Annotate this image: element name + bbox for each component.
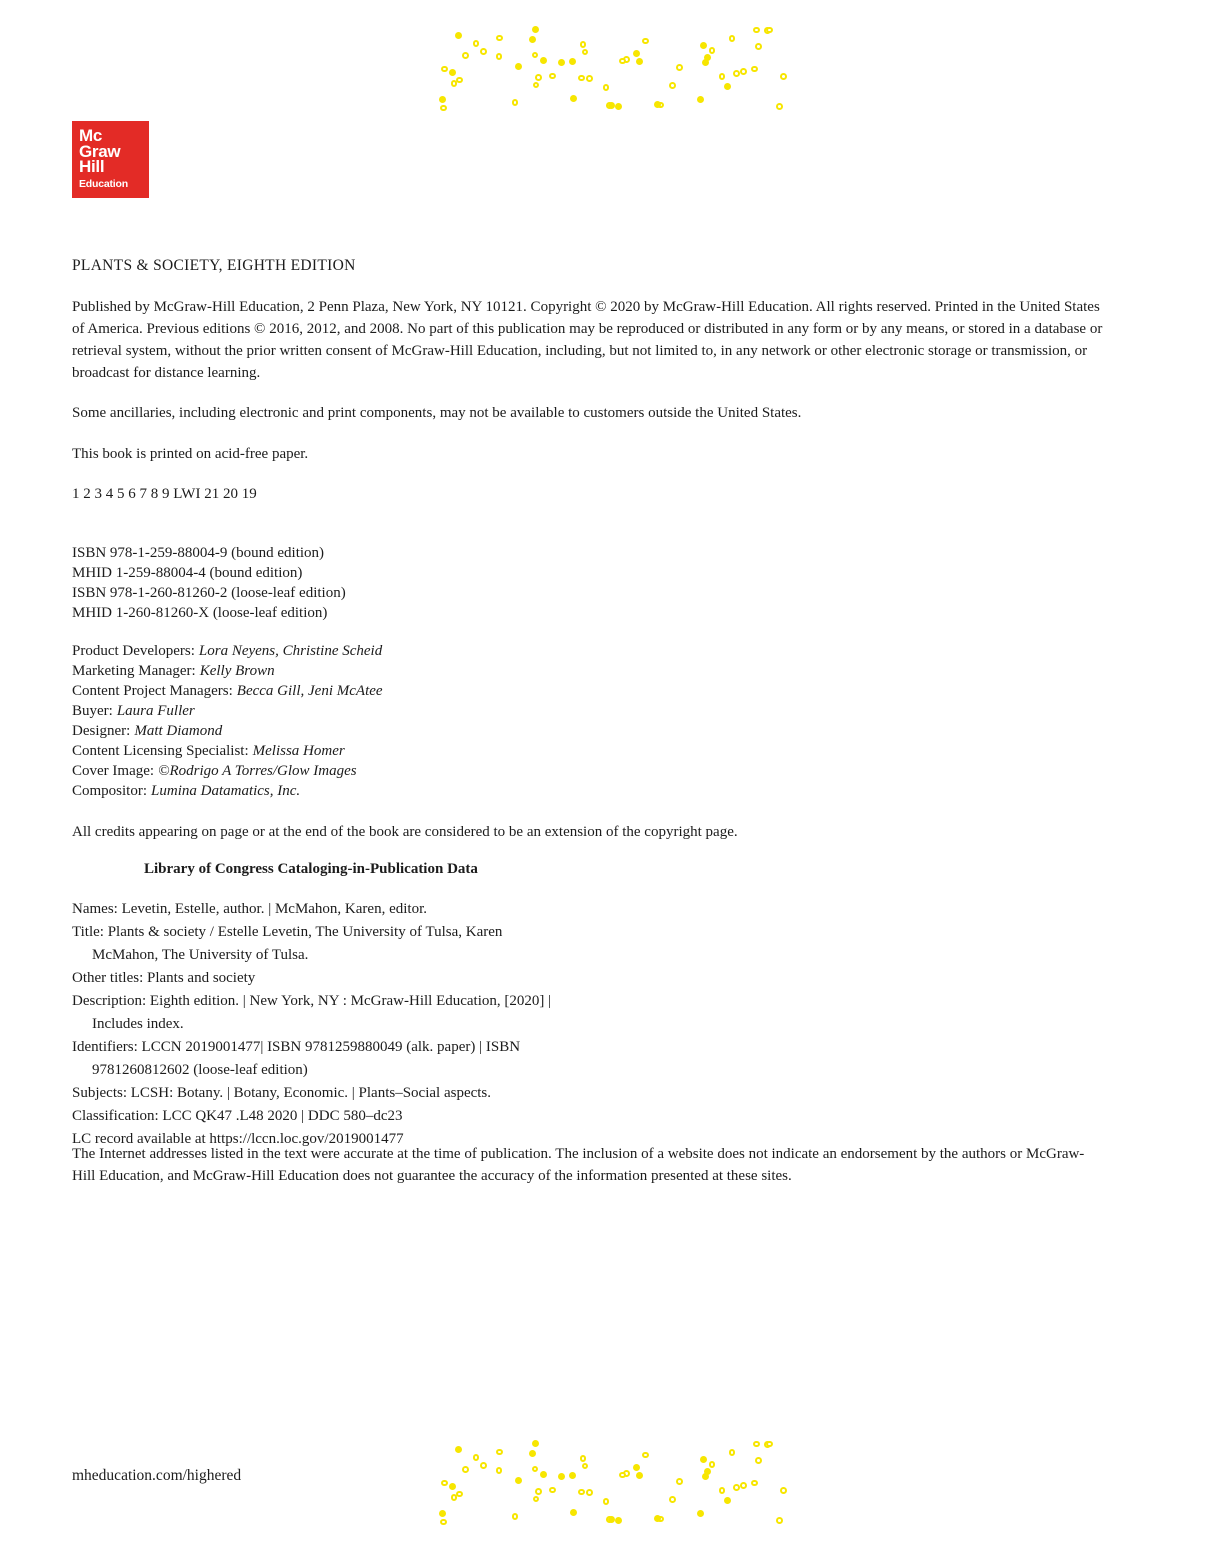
- confetti-dot: [455, 1446, 462, 1453]
- loc-line: McMahon, The University of Tulsa.: [92, 947, 309, 963]
- logo-text-mc: Mc: [79, 126, 103, 145]
- confetti-dot: [578, 1489, 585, 1496]
- logo-text-education: Education: [79, 177, 128, 190]
- confetti-dot: [455, 32, 462, 39]
- confetti-dot: [709, 47, 716, 54]
- confetti-dot: [755, 1457, 762, 1464]
- loc-line: Names: Levetin, Estelle, author. | McMahon, Karen, editor.: [72, 901, 427, 917]
- credit-value: Matt Diamond: [134, 723, 223, 739]
- confetti-dot: [766, 27, 773, 34]
- confetti-dot: [441, 66, 448, 73]
- isbn-line: ISBN 978-1-260-81260-2 (loose-leaf edition): [72, 585, 346, 601]
- confetti-dot: [704, 1468, 711, 1475]
- loc-line: Includes index.: [92, 1016, 184, 1032]
- credit-value: Laura Fuller: [116, 703, 195, 719]
- confetti-dot: [535, 1488, 542, 1495]
- credit-value: ©Rodrigo A Torres/Glow Images: [158, 763, 357, 779]
- confetti-dot: [780, 1487, 787, 1494]
- confetti-dot: [755, 43, 762, 50]
- confetti-dot: [709, 1461, 716, 1468]
- confetti-dot: [451, 80, 458, 87]
- credit-row: [72, 681, 383, 701]
- loc-line: Classification: LCC QK47 .L48 2020 | DDC 580–dc23: [72, 1108, 403, 1124]
- confetti-dot: [740, 1482, 747, 1489]
- confetti-dot: [719, 1487, 726, 1494]
- confetti-dot: [496, 1467, 503, 1474]
- mcgraw-hill-logo: [72, 121, 149, 198]
- confetti-dot: [496, 1449, 503, 1456]
- copyright-paragraph: Published by McGraw-Hill Education, 2 Penn Plaza, New York, NY 10121. Copyright © 2020 by McGraw-Hill Education. All rights reserved. Printed in the United States of America. Previous editions © 2016, 2012, and 2008. No part of this publication may be reproduced or distributed in any form or by any means, or stored in a database or retrieval system, without the prior written consent of McGraw-Hill Education, including, but not limited to, in any network or other electronic storage or transmission, or broadcast for distance learning.: [72, 299, 1103, 381]
- confetti-dot: [654, 1515, 661, 1522]
- confetti-dot: [780, 73, 787, 80]
- confetti-dot: [578, 75, 585, 82]
- footer-url: mheducation.com/highered: [72, 1467, 242, 1484]
- confetti-dot: [776, 1517, 783, 1524]
- confetti-dot: [462, 52, 469, 59]
- credit-label: Cover Image:: [72, 763, 155, 779]
- confetti-dot: [558, 1473, 565, 1480]
- loc-line: Description: Eighth edition. | New York, NY : McGraw-Hill Education, [2020] |: [72, 993, 552, 1009]
- confetti-dot: [729, 35, 736, 42]
- confetti-dot: [733, 70, 740, 77]
- credit-label: Product Developers:: [72, 643, 195, 659]
- credit-value: Lumina Datamatics, Inc.: [151, 783, 301, 799]
- confetti-dot: [529, 36, 536, 43]
- confetti-dot: [719, 73, 726, 80]
- confetti-dot: [753, 27, 760, 34]
- confetti-dot: [669, 1496, 676, 1503]
- confetti-dot: [619, 1472, 626, 1479]
- credit-label: Buyer:: [72, 703, 113, 719]
- credit-row: [72, 701, 383, 721]
- credit-value: Lora Neyens, Christine Scheid: [198, 643, 383, 659]
- credit-label: Content Project Managers:: [72, 683, 233, 699]
- confetti-dot: [729, 1449, 736, 1456]
- confetti-dot: [569, 1472, 576, 1479]
- confetti-dot: [512, 1513, 519, 1520]
- confetti-dot: [724, 1497, 731, 1504]
- confetti-dot: [529, 1450, 536, 1457]
- confetti-dot: [439, 1510, 446, 1517]
- confetti-dot: [740, 68, 747, 75]
- confetti-dot: [549, 1487, 556, 1494]
- confetti-dot: [473, 1454, 480, 1461]
- confetti-dot: [636, 1472, 643, 1479]
- credit-row: [72, 741, 383, 761]
- confetti-dot: [540, 57, 547, 64]
- credit-value: Melissa Homer: [252, 743, 345, 759]
- confetti-dot: [580, 41, 587, 48]
- confetti-dot: [449, 1483, 456, 1490]
- loc-line: Identifiers: LCCN 2019001477| ISBN 9781259880049 (alk. paper) | ISBN: [72, 1039, 521, 1055]
- confetti-dot: [676, 1478, 683, 1485]
- confetti-dot: [569, 58, 576, 65]
- confetti-dot: [462, 1466, 469, 1473]
- confetti-dot: [515, 63, 522, 70]
- confetti-dot: [582, 49, 589, 56]
- confetti-dot: [480, 48, 487, 55]
- confetti-dot: [532, 1440, 539, 1447]
- confetti-dot: [439, 96, 446, 103]
- credit-label: Designer:: [72, 723, 131, 739]
- confetti-dot: [558, 59, 565, 66]
- confetti-dot: [451, 1494, 458, 1501]
- confetti-dot: [449, 69, 456, 76]
- loc-line: Subjects: LCSH: Botany. | Botany, Economic. | Plants–Social aspects.: [72, 1085, 492, 1101]
- confetti-dot: [582, 1463, 589, 1470]
- loc-line: Other titles: Plants and society: [72, 970, 256, 986]
- confetti-dot: [700, 42, 707, 49]
- confetti-dot: [619, 58, 626, 65]
- credit-row: [72, 721, 383, 741]
- confetti-dot: [766, 1441, 773, 1448]
- confetti-dot: [535, 74, 542, 81]
- confetti-dot: [636, 58, 643, 65]
- credit-label: Marketing Manager:: [72, 663, 196, 679]
- confetti-dot: [440, 1519, 447, 1526]
- confetti-dot: [586, 1489, 593, 1496]
- confetti-dot: [615, 1517, 622, 1524]
- confetti-dot: [615, 103, 622, 110]
- confetti-dot: [532, 52, 539, 59]
- credit-row: [72, 761, 383, 781]
- isbn-line: MHID 1-259-88004-4 (bound edition): [72, 565, 303, 581]
- isbn-line: ISBN 978-1-259-88004-9 (bound edition): [72, 545, 325, 561]
- confetti-dot: [570, 95, 577, 102]
- confetti-dot: [669, 82, 676, 89]
- confetti-dot: [441, 1480, 448, 1487]
- isbn-block: [72, 543, 346, 623]
- credits-block: [72, 641, 383, 801]
- confetti-dot: [603, 1498, 610, 1505]
- confetti-dot: [642, 38, 649, 45]
- confetti-dot: [512, 99, 519, 106]
- confetti-dot: [633, 1464, 640, 1471]
- confetti-dot: [753, 1441, 760, 1448]
- acid-free-note: This book is printed on acid-free paper.: [72, 446, 309, 462]
- confetti-dot: [580, 1455, 587, 1462]
- confetti-dot: [532, 26, 539, 33]
- confetti-dot: [480, 1462, 487, 1469]
- confetti-dot: [676, 64, 683, 71]
- confetti-dot: [751, 66, 758, 73]
- loc-line: Title: Plants & society / Estelle Levetin, The University of Tulsa, Karen: [72, 924, 503, 940]
- confetti-dot: [724, 83, 731, 90]
- confetti-dot: [642, 1452, 649, 1459]
- internet-note: The Internet addresses listed in the text were accurate at the time of publication. The inclusion of a website does not indicate an endorsement by the authors or McGraw-Hill Education, and McGraw-Hill Education does not guarantee the accuracy of the information presented at these sites.: [72, 1146, 1085, 1184]
- ancillaries-note: Some ancillaries, including electronic and print components, may not be available to customers outside the United States.: [72, 405, 802, 421]
- credit-row: [72, 781, 383, 801]
- confetti-dot: [697, 1510, 704, 1517]
- confetti-dot: [549, 73, 556, 80]
- loc-block: [72, 898, 551, 1151]
- confetti-dot: [515, 1477, 522, 1484]
- confetti-dot: [473, 40, 480, 47]
- confetti-dot: [533, 82, 540, 89]
- credit-label: Compositor:: [72, 783, 148, 799]
- credit-value: Becca Gill, Jeni McAtee: [236, 683, 383, 699]
- confetti-dot: [603, 84, 610, 91]
- confetti-dot: [751, 1480, 758, 1487]
- loc-line: 9781260812602 (loose-leaf edition): [92, 1062, 308, 1078]
- loc-line: LC record available at https://lccn.loc.gov/2019001477: [72, 1131, 404, 1147]
- book-title: PLANTS & SOCIETY, EIGHTH EDITION: [72, 257, 356, 274]
- confetti-band-top: [430, 26, 796, 114]
- credit-row: [72, 641, 383, 661]
- confetti-band-bottom: [430, 1440, 796, 1528]
- credit-row: [72, 661, 383, 681]
- credit-label: Content Licensing Specialist:: [72, 743, 249, 759]
- isbn-line: MHID 1-260-81260-X (loose-leaf edition): [72, 605, 328, 621]
- confetti-dot: [440, 105, 447, 112]
- confetti-dot: [776, 103, 783, 110]
- confetti-dot: [733, 1484, 740, 1491]
- confetti-dot: [654, 101, 661, 108]
- confetti-dot: [704, 54, 711, 61]
- confetti-dot: [633, 50, 640, 57]
- confetti-dot: [697, 96, 704, 103]
- confetti-dot: [700, 1456, 707, 1463]
- confetti-dot: [533, 1496, 540, 1503]
- confetti-dot: [532, 1466, 539, 1473]
- logo-text-hill: Hill: [79, 157, 105, 176]
- confetti-dot: [586, 75, 593, 82]
- print-run-line: 1 2 3 4 5 6 7 8 9 LWI 21 20 19: [72, 486, 257, 502]
- credits-note: All credits appearing on page or at the end of the book are considered to be an extension of the copyright page.: [72, 824, 738, 840]
- confetti-dot: [540, 1471, 547, 1478]
- logo-text-graw: Graw: [79, 141, 121, 161]
- confetti-dot: [570, 1509, 577, 1516]
- credit-value: Kelly Brown: [199, 663, 275, 679]
- confetti-dot: [496, 53, 503, 60]
- loc-heading: Library of Congress Cataloging-in-Publication Data: [144, 861, 478, 877]
- confetti-dot: [496, 35, 503, 42]
